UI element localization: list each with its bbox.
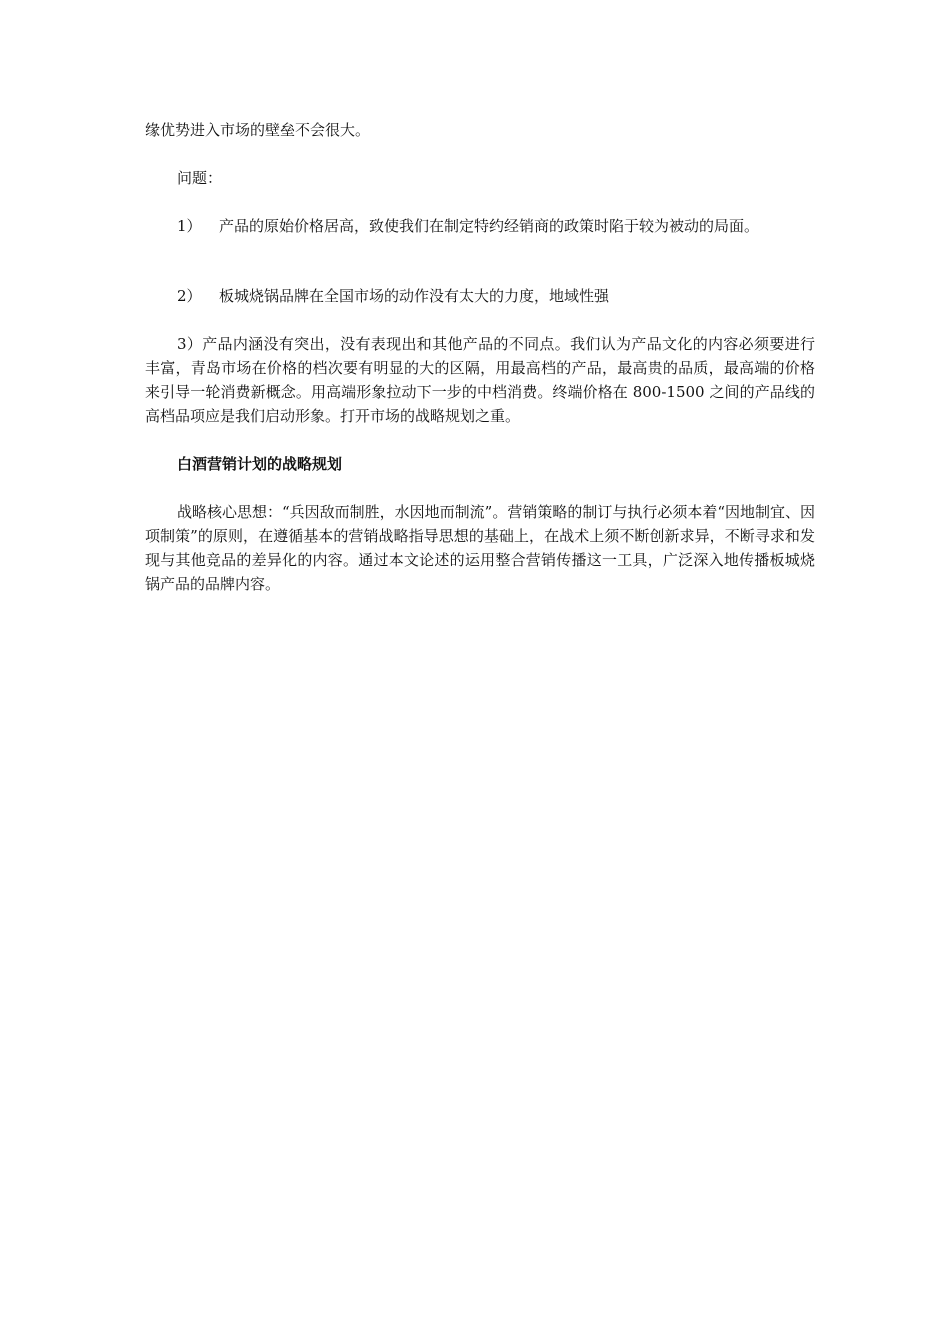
- strategy-paragraph: 战略核心思想：“兵因敌而制胜，水因地而制流”。营销策略的制订与执行必须本着“因地制宜、因项制策”的原则，在遵循基本的营销战略指导思想的基础上，在战术上须不断创新求异，不断寻求和发现与其他竞品的差异化的内容。通过本文论述的运用整合营销传播这一工具，广泛深入地传播板城烧锅产品的品牌内容。: [145, 503, 816, 593]
- problem-item-1-text: 产品的原始价格居高，致使我们在制定特约经销商的政策时陷于较为被动的局面。: [219, 217, 760, 235]
- problems-label: 问题：: [177, 169, 223, 187]
- paragraph-continuation: 缘优势进入市场的壁垒不会很大。: [145, 121, 371, 139]
- problem-item-2-text: 板城烧锅品牌在全国市场的动作没有太大的力度，地域性强: [219, 287, 610, 305]
- problem-item-2: [145, 284, 815, 308]
- document-body: [145, 118, 815, 596]
- problem-item-2-number: 2）: [177, 287, 202, 305]
- problem-item-3-paragraph: 3）产品内涵没有突出，没有表现出和其他产品的不同点。我们认为产品文化的内容必须要进行丰富，青岛市场在价格的档次要有明显的大的区隔，用最高档的产品，最高贵的品质，最高端的价格来引导一轮消费新概念。用高端形象拉动下一步的中档消费。终端价格在 800-1500 之间的产品线的高档品项应是我们启动形象。打开市场的战略规划之重。: [145, 335, 815, 425]
- problem-item-1-number: 1）: [177, 217, 202, 235]
- section-heading: 白酒营销计划的战略规划: [177, 455, 343, 473]
- problem-item-1: [145, 214, 815, 238]
